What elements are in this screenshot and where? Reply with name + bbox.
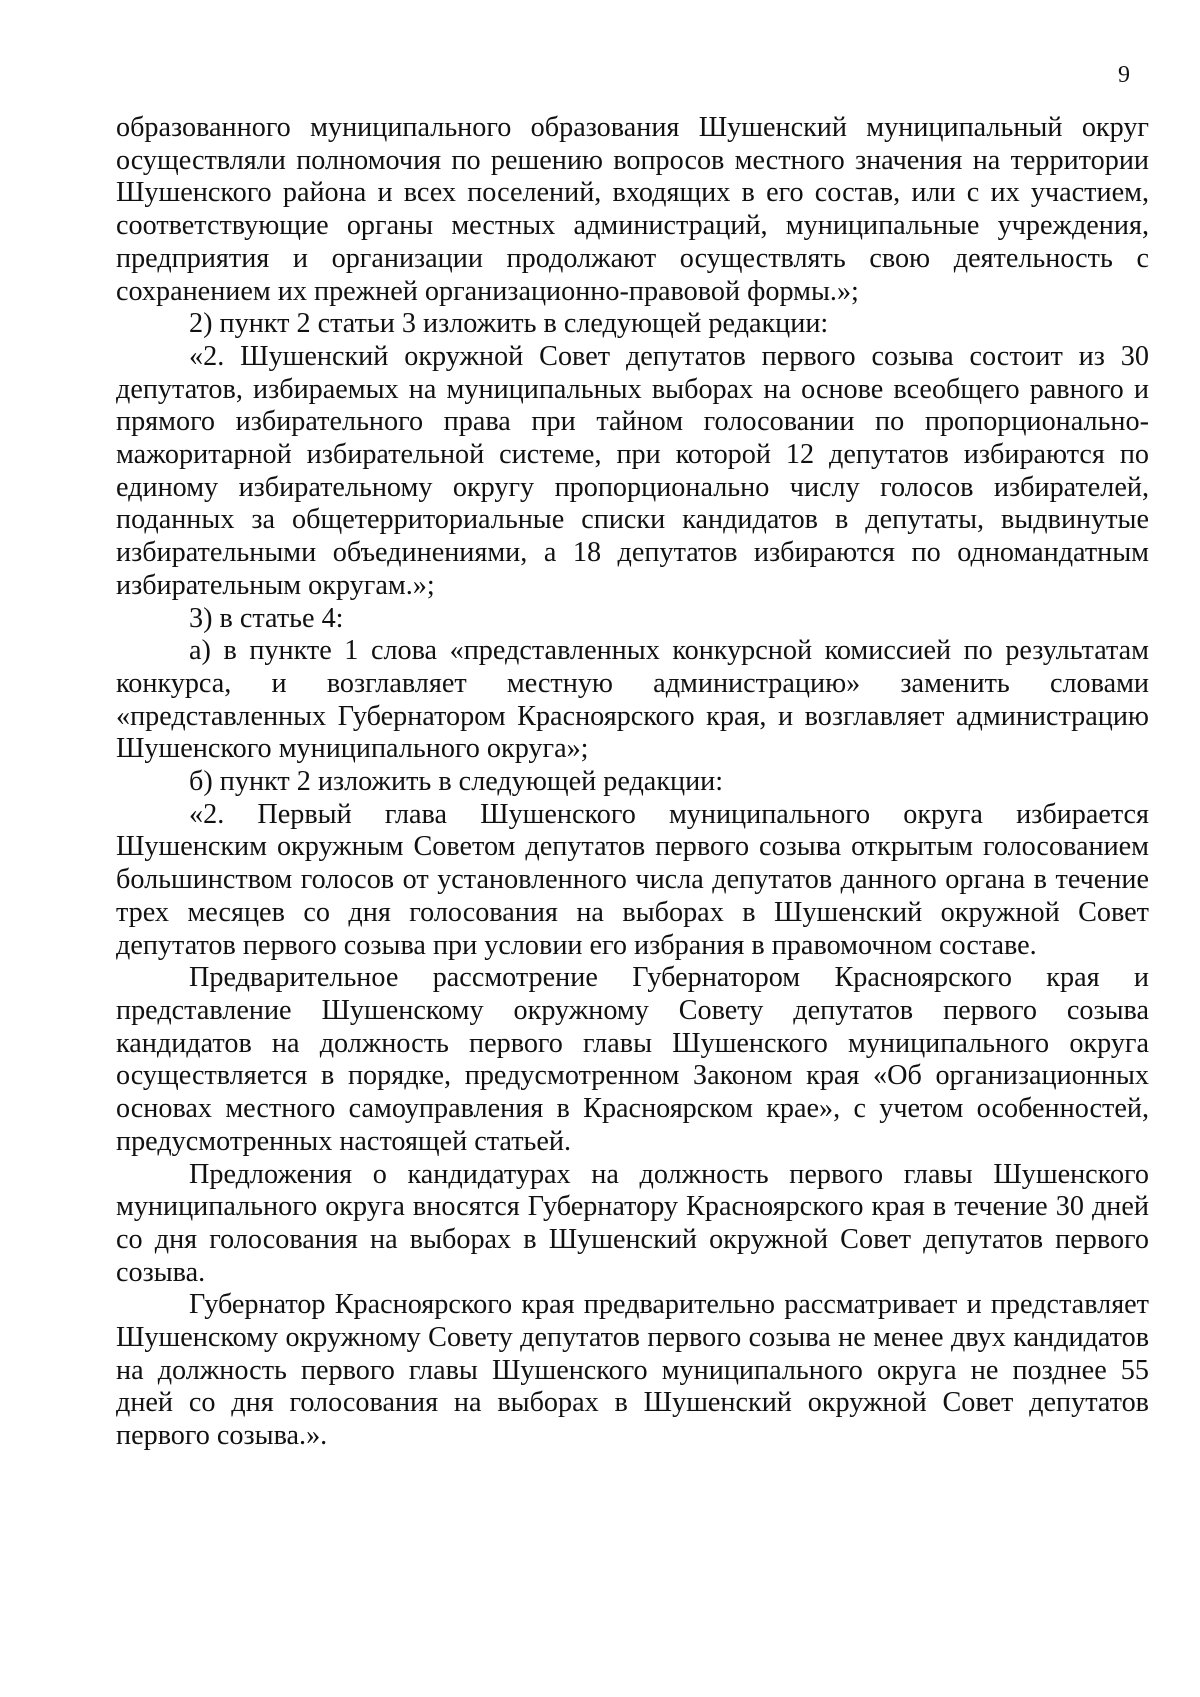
paragraph: 3) в статье 4: (189, 602, 344, 634)
paragraph: Предложения о кандидатурах на должность первого главы Шушенского муниципального округа вносятся Губернатору Красноярского края в течение 30 дней со дня голосования на выборах в Шушенский окружной Совет депутатов первого созыва. (116, 1158, 1149, 1288)
paragraph: а) в пункте 1 слова «представленных конкурсной комиссией по результатам конкурса, и возглавляет местную администрацию» заменить словами «представленных Губернатором Красноярского края, и возглавляет администрацию Шушенского муниципального округа»; (116, 635, 1149, 765)
paragraph: 2) пункт 2 статьи 3 изложить в следующей редакции: (189, 308, 829, 340)
paragraph: б) пункт 2 изложить в следующей редакции: (189, 766, 724, 798)
paragraph: образованного муниципального образования Шушенский муниципальный округ осуществляли полномочия по решению вопросов местного значения на территории Шушенского района и всех поселений, входящих в его состав, или с их участием, соответствующие органы местных администраций, муниципальные учреждения, предприятия и организации продолжают осуществлять свою деятельность с сохранением их прежней организационно-правовой формы.»; (116, 112, 1149, 307)
paragraph: Губернатор Красноярского края предварительно рассматривает и представляет Шушенскому окружному Совету депутатов первого созыва не менее двух кандидатов на должность первого главы Шушенского муниципального округа не позднее 55 дней со дня голосования на выборах в Шушенский окружной Совет депутатов первого созыва.». (116, 1289, 1149, 1452)
document-body (116, 112, 1149, 1453)
paragraph: «2. Первый глава Шушенского муниципального округа избирается Шушенским окружным Советом депутатов первого созыва открытым голосованием большинством голосов от установленного числа депутатов данного органа в течение трех месяцев со дня голосования на выборах в Шушенский окружной Совет депутатов первого созыва при условии его избрания в правомочном составе. (116, 798, 1149, 961)
paragraph: «2. Шушенский окружной Совет депутатов первого созыва состоит из 30 депутатов, избираемых на муниципальных выборах на основе всеобщего равного и прямого избирательного права при тайном голосовании по пропорционально-мажоритарной избирательной системе, при которой 12 депутатов избираются по единому избирательному округу пропорционально числу голосов избирателей, поданных за общетерриториальные списки кандидатов в депутаты, выдвинутые избирательными объединениями, а 18 депутатов избираются по одномандатным избирательным округам.»; (116, 340, 1149, 601)
page-number: 9 (1118, 62, 1130, 88)
paragraph: Предварительное рассмотрение Губернатором Красноярского края и представление Шушенскому окружному Совету депутатов первого созыва кандидатов на должность первого главы Шушенского муниципального округа осуществляется в порядке, предусмотренном Законом края «Об организационных основах местного самоуправления в Красноярском крае», с учетом особенностей, предусмотренных настоящей статьей. (116, 962, 1149, 1157)
